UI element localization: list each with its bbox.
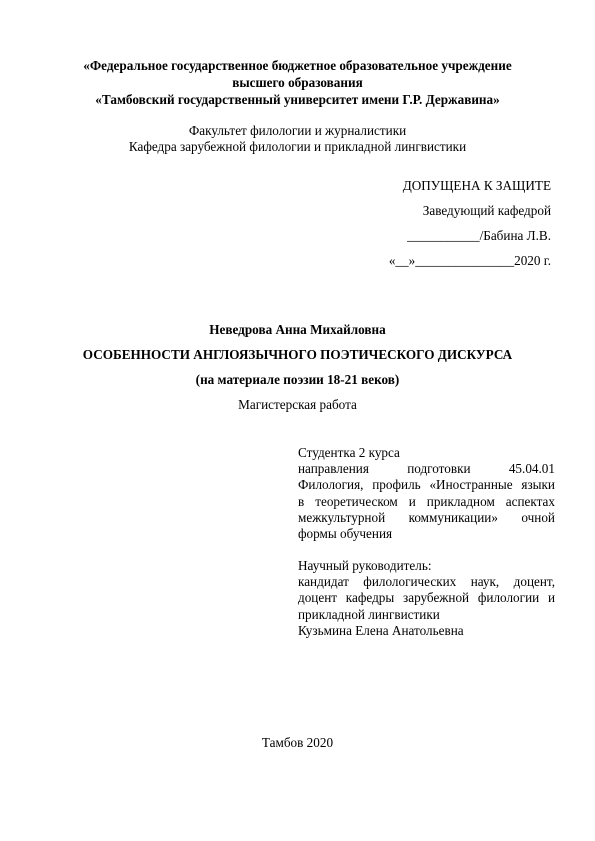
supervisor-info	[298, 558, 555, 639]
thesis-subtitle: (на материале поэзии 18-21 веков)	[195, 372, 400, 387]
supervisor-line-1: кандидат филологических наук, доцент,	[298, 574, 555, 590]
student-info	[298, 445, 555, 542]
supervisor-label: Научный руководитель:	[298, 558, 432, 573]
city-year: Тамбов 2020	[261, 735, 334, 750]
student-line-5: межкультурной коммуникации» очной	[298, 509, 555, 525]
date-line: «__»_______________2020 г.	[388, 253, 551, 268]
supervisor-line-3: прикладной лингвистики	[298, 606, 440, 622]
approval-role: Заведующий кафедрой	[422, 203, 551, 218]
faculty: Факультет филологии и журналистики	[188, 123, 407, 138]
supervisor-name: Кузьмина Елена Анатольевна	[298, 622, 464, 638]
approval-status: ДОПУЩЕНА К ЗАЩИТЕ	[402, 178, 551, 193]
student-line-3: Филология, профиль «Иностранные языки	[298, 477, 555, 493]
student-line-4: в теоретическом и прикладном аспектах	[298, 493, 555, 509]
supervisor-line-2: доцент кафедры зарубежной филологии и	[298, 590, 555, 606]
work-type: Магистерская работа	[238, 397, 357, 412]
student-line-2: направления подготовки 45.04.01	[298, 461, 555, 477]
org-line-2: высшего образования	[232, 75, 363, 90]
signature-line: ___________/Бабина Л.В.	[407, 228, 551, 243]
department: Кафедра зарубежной филологии и прикладной лингвистики	[128, 139, 467, 154]
student-line-6: формы обучения	[298, 526, 393, 542]
org-line-1: «Федеральное государственное бюджетное образовательное учреждение	[83, 58, 512, 73]
thesis-title: ОСОБЕННОСТИ АНГЛОЯЗЫЧНОГО ПОЭТИЧЕСКОГО ДИСКУРСА	[82, 347, 513, 362]
org-line-3: «Тамбовский государственный университет имени Г.Р. Державина»	[95, 92, 500, 107]
student-line-1: Студентка 2 курса	[298, 445, 400, 460]
author-name: Неведрова Анна Михайловна	[209, 322, 386, 337]
